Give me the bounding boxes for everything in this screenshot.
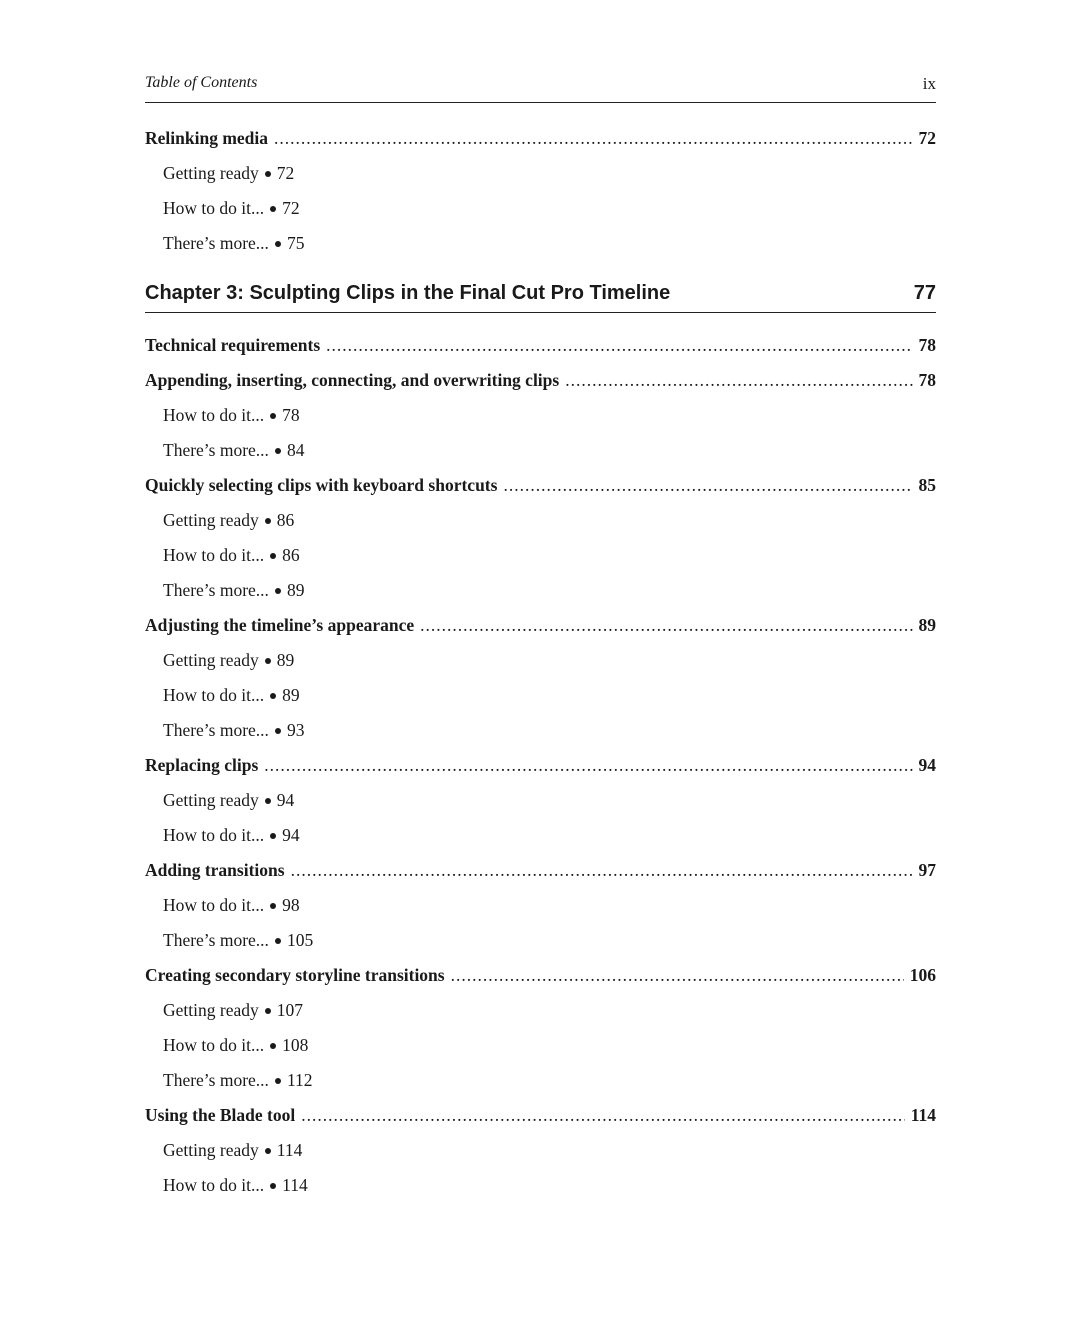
toc-subentry-page: 114 — [282, 1175, 308, 1195]
toc-subentry-label: There’s more... — [163, 580, 269, 600]
toc-subentry-label: Getting ready — [163, 1000, 259, 1020]
toc-entry-page: 78 — [918, 335, 936, 355]
toc-subentry[interactable] — [145, 573, 954, 608]
toc-subentry-page: 105 — [286, 930, 314, 950]
toc-entry-page: 85 — [918, 475, 936, 495]
toc-subentry[interactable] — [145, 1168, 954, 1203]
toc-subentry-page: 89 — [276, 650, 295, 670]
chapter-heading[interactable] — [145, 276, 936, 313]
dot-leader — [264, 748, 912, 783]
toc-subentry[interactable] — [145, 1028, 954, 1063]
toc-entry-title: Quickly selecting clips with keyboard shortcuts — [145, 475, 498, 495]
bullet-icon — [265, 518, 271, 524]
toc-subentry-page: 89 — [286, 580, 305, 600]
bullet-icon — [275, 448, 281, 454]
bullet-icon — [265, 1008, 271, 1014]
toc-subentry-label: How to do it... — [163, 895, 265, 915]
dot-leader — [503, 468, 912, 503]
toc-subentry-label: Getting ready — [163, 790, 259, 810]
toc-subentry-page: 72 — [276, 163, 295, 183]
toc-subentry[interactable] — [145, 226, 954, 261]
chapter-page: 77 — [913, 282, 936, 304]
bullet-icon — [265, 658, 271, 664]
toc-subentry-label: There’s more... — [163, 930, 269, 950]
bullet-icon — [270, 1043, 276, 1049]
page-number: ix — [922, 74, 936, 93]
dot-leader — [420, 608, 912, 643]
bullet-icon — [270, 1183, 276, 1189]
toc-subentry[interactable] — [145, 888, 954, 923]
toc-entry[interactable] — [145, 748, 936, 783]
running-title: Table of Contents — [145, 74, 258, 91]
toc-subentry-label: How to do it... — [163, 198, 265, 218]
toc-subentry[interactable] — [145, 156, 954, 191]
toc-subentry-page: 107 — [276, 1000, 303, 1020]
toc-subentry-label: Getting ready — [163, 163, 259, 183]
toc-entry[interactable] — [145, 958, 936, 993]
bullet-icon — [275, 241, 281, 247]
toc-subentry[interactable] — [145, 191, 954, 226]
toc-entry[interactable] — [145, 121, 936, 156]
toc-subentry-page: 75 — [286, 233, 305, 253]
toc-entry-page: 89 — [918, 615, 936, 635]
bullet-icon — [275, 1078, 281, 1084]
toc-entry-page: 114 — [910, 1105, 936, 1125]
toc-subentry-label: There’s more... — [163, 233, 269, 253]
toc-subentry-label: How to do it... — [163, 405, 265, 425]
toc-entry[interactable] — [145, 363, 936, 398]
toc-subentry-label: Getting ready — [163, 1140, 259, 1160]
toc-entry-title: Technical requirements — [145, 335, 321, 355]
toc-subentry[interactable] — [145, 433, 954, 468]
toc-subentry[interactable] — [145, 503, 954, 538]
toc-subentry-page: 94 — [282, 825, 300, 845]
toc-entry-page: 94 — [918, 755, 936, 775]
toc-entry-page: 106 — [909, 965, 936, 985]
toc-entry-page: 78 — [918, 370, 936, 390]
dot-leader — [291, 853, 913, 888]
bullet-icon — [270, 553, 276, 559]
toc-subentry-label: Getting ready — [163, 650, 259, 670]
toc-entry-title: Creating secondary storyline transitions — [145, 965, 445, 985]
toc-entry[interactable] — [145, 853, 936, 888]
toc-subentry[interactable] — [145, 538, 954, 573]
running-header — [145, 72, 936, 103]
toc-subentry-page: 108 — [282, 1035, 309, 1055]
toc-subentry[interactable] — [145, 398, 954, 433]
toc-subentry-label: How to do it... — [163, 1175, 265, 1195]
toc-subentry-page: 98 — [282, 895, 300, 915]
toc-subentry-page: 86 — [276, 510, 295, 530]
toc-subentry-page: 78 — [282, 405, 300, 425]
toc-subentry[interactable] — [145, 713, 954, 748]
toc-subentry-label: How to do it... — [163, 825, 265, 845]
toc-entry-title: Replacing clips — [145, 755, 259, 775]
toc-entry-title: Using the Blade tool — [145, 1105, 296, 1125]
dot-leader — [451, 958, 904, 993]
toc-entry[interactable] — [145, 328, 936, 363]
toc-subentry-label: How to do it... — [163, 685, 265, 705]
toc-subentry-page: 93 — [286, 720, 305, 740]
toc-subentry[interactable] — [145, 923, 954, 958]
toc-subentry[interactable] — [145, 678, 954, 713]
toc-entry-title: Adding transitions — [145, 860, 285, 880]
toc-subentry-label: There’s more... — [163, 1070, 269, 1090]
toc-subentry-page: 114 — [276, 1140, 303, 1160]
toc-subentry-page: 94 — [276, 790, 295, 810]
bullet-icon — [270, 413, 276, 419]
bullet-icon — [270, 833, 276, 839]
bullet-icon — [265, 1148, 271, 1154]
toc-subentry-page: 86 — [282, 545, 300, 565]
toc-subentry[interactable] — [145, 993, 954, 1028]
chapter-title: Chapter 3: Sculpting Clips in the Final Cut Pro Timeline — [145, 282, 671, 304]
bullet-icon — [275, 938, 281, 944]
toc-subentry-label: How to do it... — [163, 545, 265, 565]
dot-leader — [565, 363, 912, 398]
bullet-icon — [265, 171, 271, 177]
toc-subentry[interactable] — [145, 818, 954, 853]
bullet-icon — [275, 588, 281, 594]
toc-entry-title: Relinking media — [145, 128, 269, 148]
toc-entry-page: 72 — [918, 128, 936, 148]
toc-entry-title: Appending, inserting, connecting, and overwriting clips — [145, 370, 560, 390]
toc-entry[interactable] — [145, 608, 936, 643]
toc-subentry[interactable] — [145, 643, 954, 678]
toc-subentry[interactable] — [145, 783, 954, 818]
toc-subentry-page: 112 — [286, 1070, 313, 1090]
toc-subentry-label: There’s more... — [163, 720, 269, 740]
toc-subentry-label: How to do it... — [163, 1035, 265, 1055]
bullet-icon — [270, 206, 276, 212]
toc-subentry[interactable] — [145, 1063, 954, 1098]
toc-entry[interactable] — [145, 1098, 936, 1133]
toc-subentry-label: Getting ready — [163, 510, 259, 530]
bullet-icon — [270, 903, 276, 909]
dot-leader — [274, 121, 912, 156]
dot-leader — [326, 328, 912, 363]
toc-subentry-page: 89 — [282, 685, 300, 705]
bullet-icon — [270, 693, 276, 699]
toc-subentry-label: There’s more... — [163, 440, 269, 460]
dot-leader — [301, 1098, 904, 1133]
toc-subentry-page: 84 — [286, 440, 305, 460]
toc-subentry-page: 72 — [282, 198, 300, 218]
toc-entry[interactable] — [145, 468, 936, 503]
bullet-icon — [265, 798, 271, 804]
toc-subentry[interactable] — [145, 1133, 954, 1168]
toc-entry-page: 97 — [918, 860, 936, 880]
bullet-icon — [275, 728, 281, 734]
toc-entry-title: Adjusting the timeline’s appearance — [145, 615, 415, 635]
